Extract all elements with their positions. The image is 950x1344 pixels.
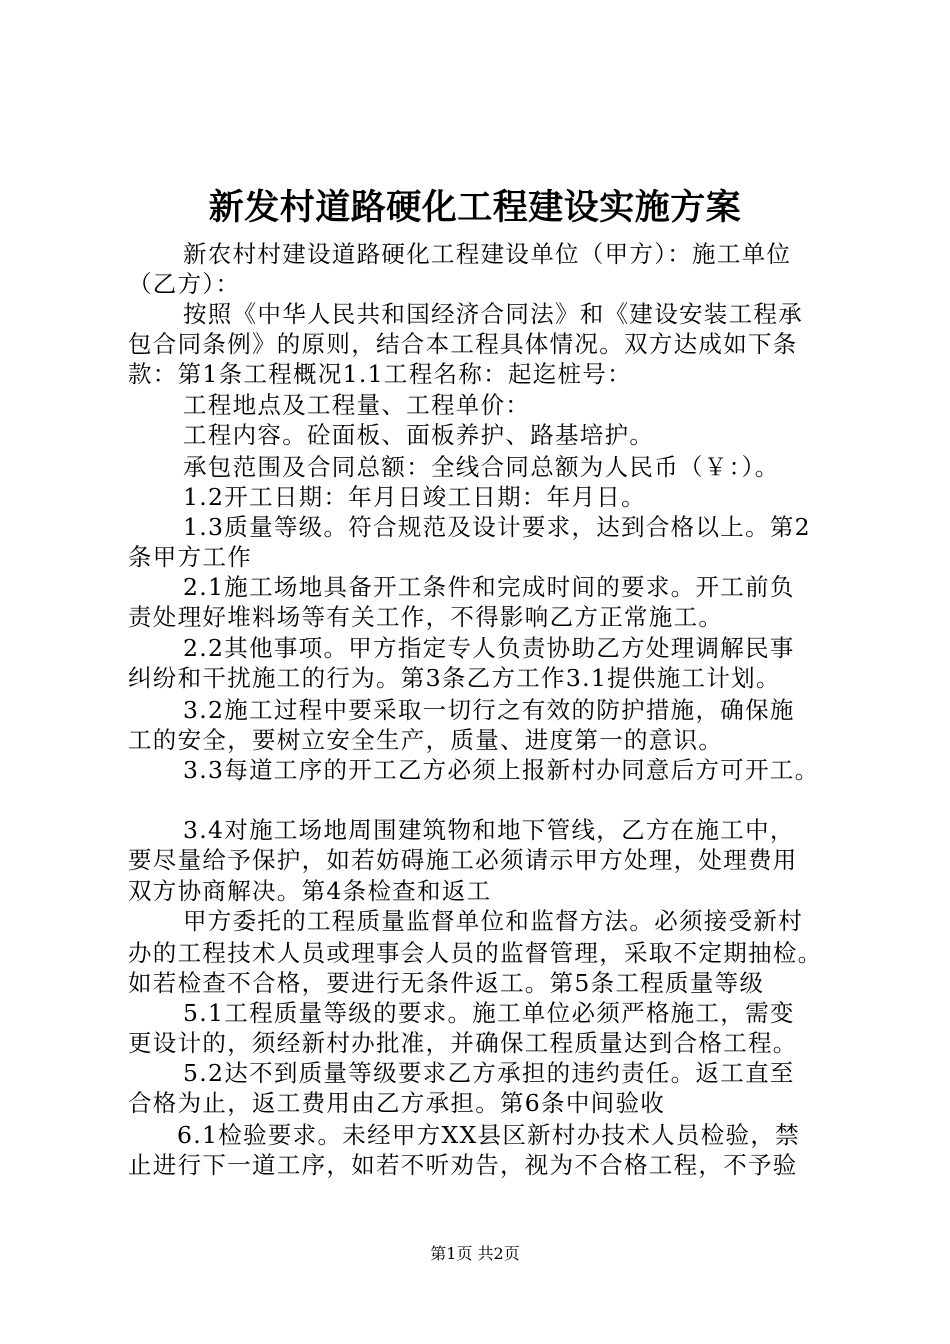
- paragraph-line: 止进行下一道工序，如若不听劝告，视为不合格工程，不予验: [128, 1151, 798, 1179]
- page-number: 第1页 共2页: [430, 1244, 520, 1263]
- paragraph-line: 如若检查不合格，要进行无条件返工。第5条工程质量等级: [128, 969, 765, 997]
- paragraph-line: 更设计的，须经新村办批准，并确保工程质量达到合格工程。: [128, 1029, 798, 1057]
- paragraph-line: 合格为止，返工费用由乙方承担。第6条中间验收: [128, 1089, 666, 1117]
- paragraph-line: 要尽量给予保护，如若妨碍施工必须请示甲方处理，处理费用: [128, 846, 798, 874]
- paragraph-line: 款：第1条工程概况1.1工程名称：起迄桩号：: [128, 360, 632, 388]
- paragraph-line: 包合同条例》的原则，结合本工程具体情况。双方达成如下条: [128, 330, 798, 358]
- paragraph-line: 5.1工程质量等级的要求。施工单位必须严格施工，需变: [183, 999, 795, 1027]
- paragraph-line: 工的安全，要树立安全生产，质量、进度第一的意识。: [128, 726, 724, 754]
- document-title: 新发村道路硬化工程建设实施方案: [208, 187, 742, 228]
- paragraph-line: 承包范围及合同总额：全线合同总额为人民币（￥：）。: [183, 453, 780, 481]
- paragraph-line: 甲方委托的工程质量监督单位和监督方法。必须接受新村: [183, 907, 803, 935]
- paragraph-line: 1.2开工日期：年月日竣工日期：年月日。: [183, 483, 646, 511]
- paragraph-line: 条甲方工作: [128, 543, 252, 571]
- paragraph-line: 责处理好堆料场等有关工作，不得影响乙方正常施工。: [128, 603, 724, 631]
- paragraph-line: 3.4对施工场地周围建筑物和地下管线，乙方在施工中，: [183, 816, 795, 844]
- paragraph-line: 2.2其他事项。甲方指定专人负责协助乙方处理调解民事: [183, 634, 795, 662]
- paragraph-line: 3.2施工过程中要采取一切行之有效的防护措施，确保施: [183, 696, 795, 724]
- paragraph-line: 3.3每道工序的开工乙方必须上报新村办同意后方可开工。: [183, 756, 820, 784]
- paragraph-line: 办的工程技术人员或理事会人员的监督管理，采取不定期抽检。: [128, 939, 823, 967]
- paragraph-line: 纠纷和干扰施工的行为。第3条乙方工作3.1提供施工计划。: [128, 664, 781, 692]
- paragraph-line: 新农村村建设道路硬化工程建设单位（甲方）：施工单位: [183, 240, 792, 268]
- paragraph-line: 5.2达不到质量等级要求乙方承担的违约责任。返工直至: [183, 1059, 795, 1087]
- paragraph-line: 双方协商解决。第4条检查和返工: [128, 877, 492, 905]
- paragraph-line: 2.1施工场地具备开工条件和完成时间的要求。开工前负: [183, 573, 795, 601]
- paragraph-line: 1.3质量等级。符合规范及设计要求，达到合格以上。第2: [183, 513, 811, 541]
- paragraph-line: 6.1检验要求。未经甲方XX县区新村办技术人员检验，禁: [177, 1121, 800, 1149]
- paragraph-line: 按照《中华人民共和国经济合同法》和《建设安装工程承: [183, 300, 803, 328]
- paragraph-line: （乙方）：: [128, 270, 241, 298]
- paragraph-line: 工程内容。砼面板、面板养护、路基培护。: [183, 421, 655, 449]
- paragraph-line: 工程地点及工程量、工程单价：: [183, 391, 531, 419]
